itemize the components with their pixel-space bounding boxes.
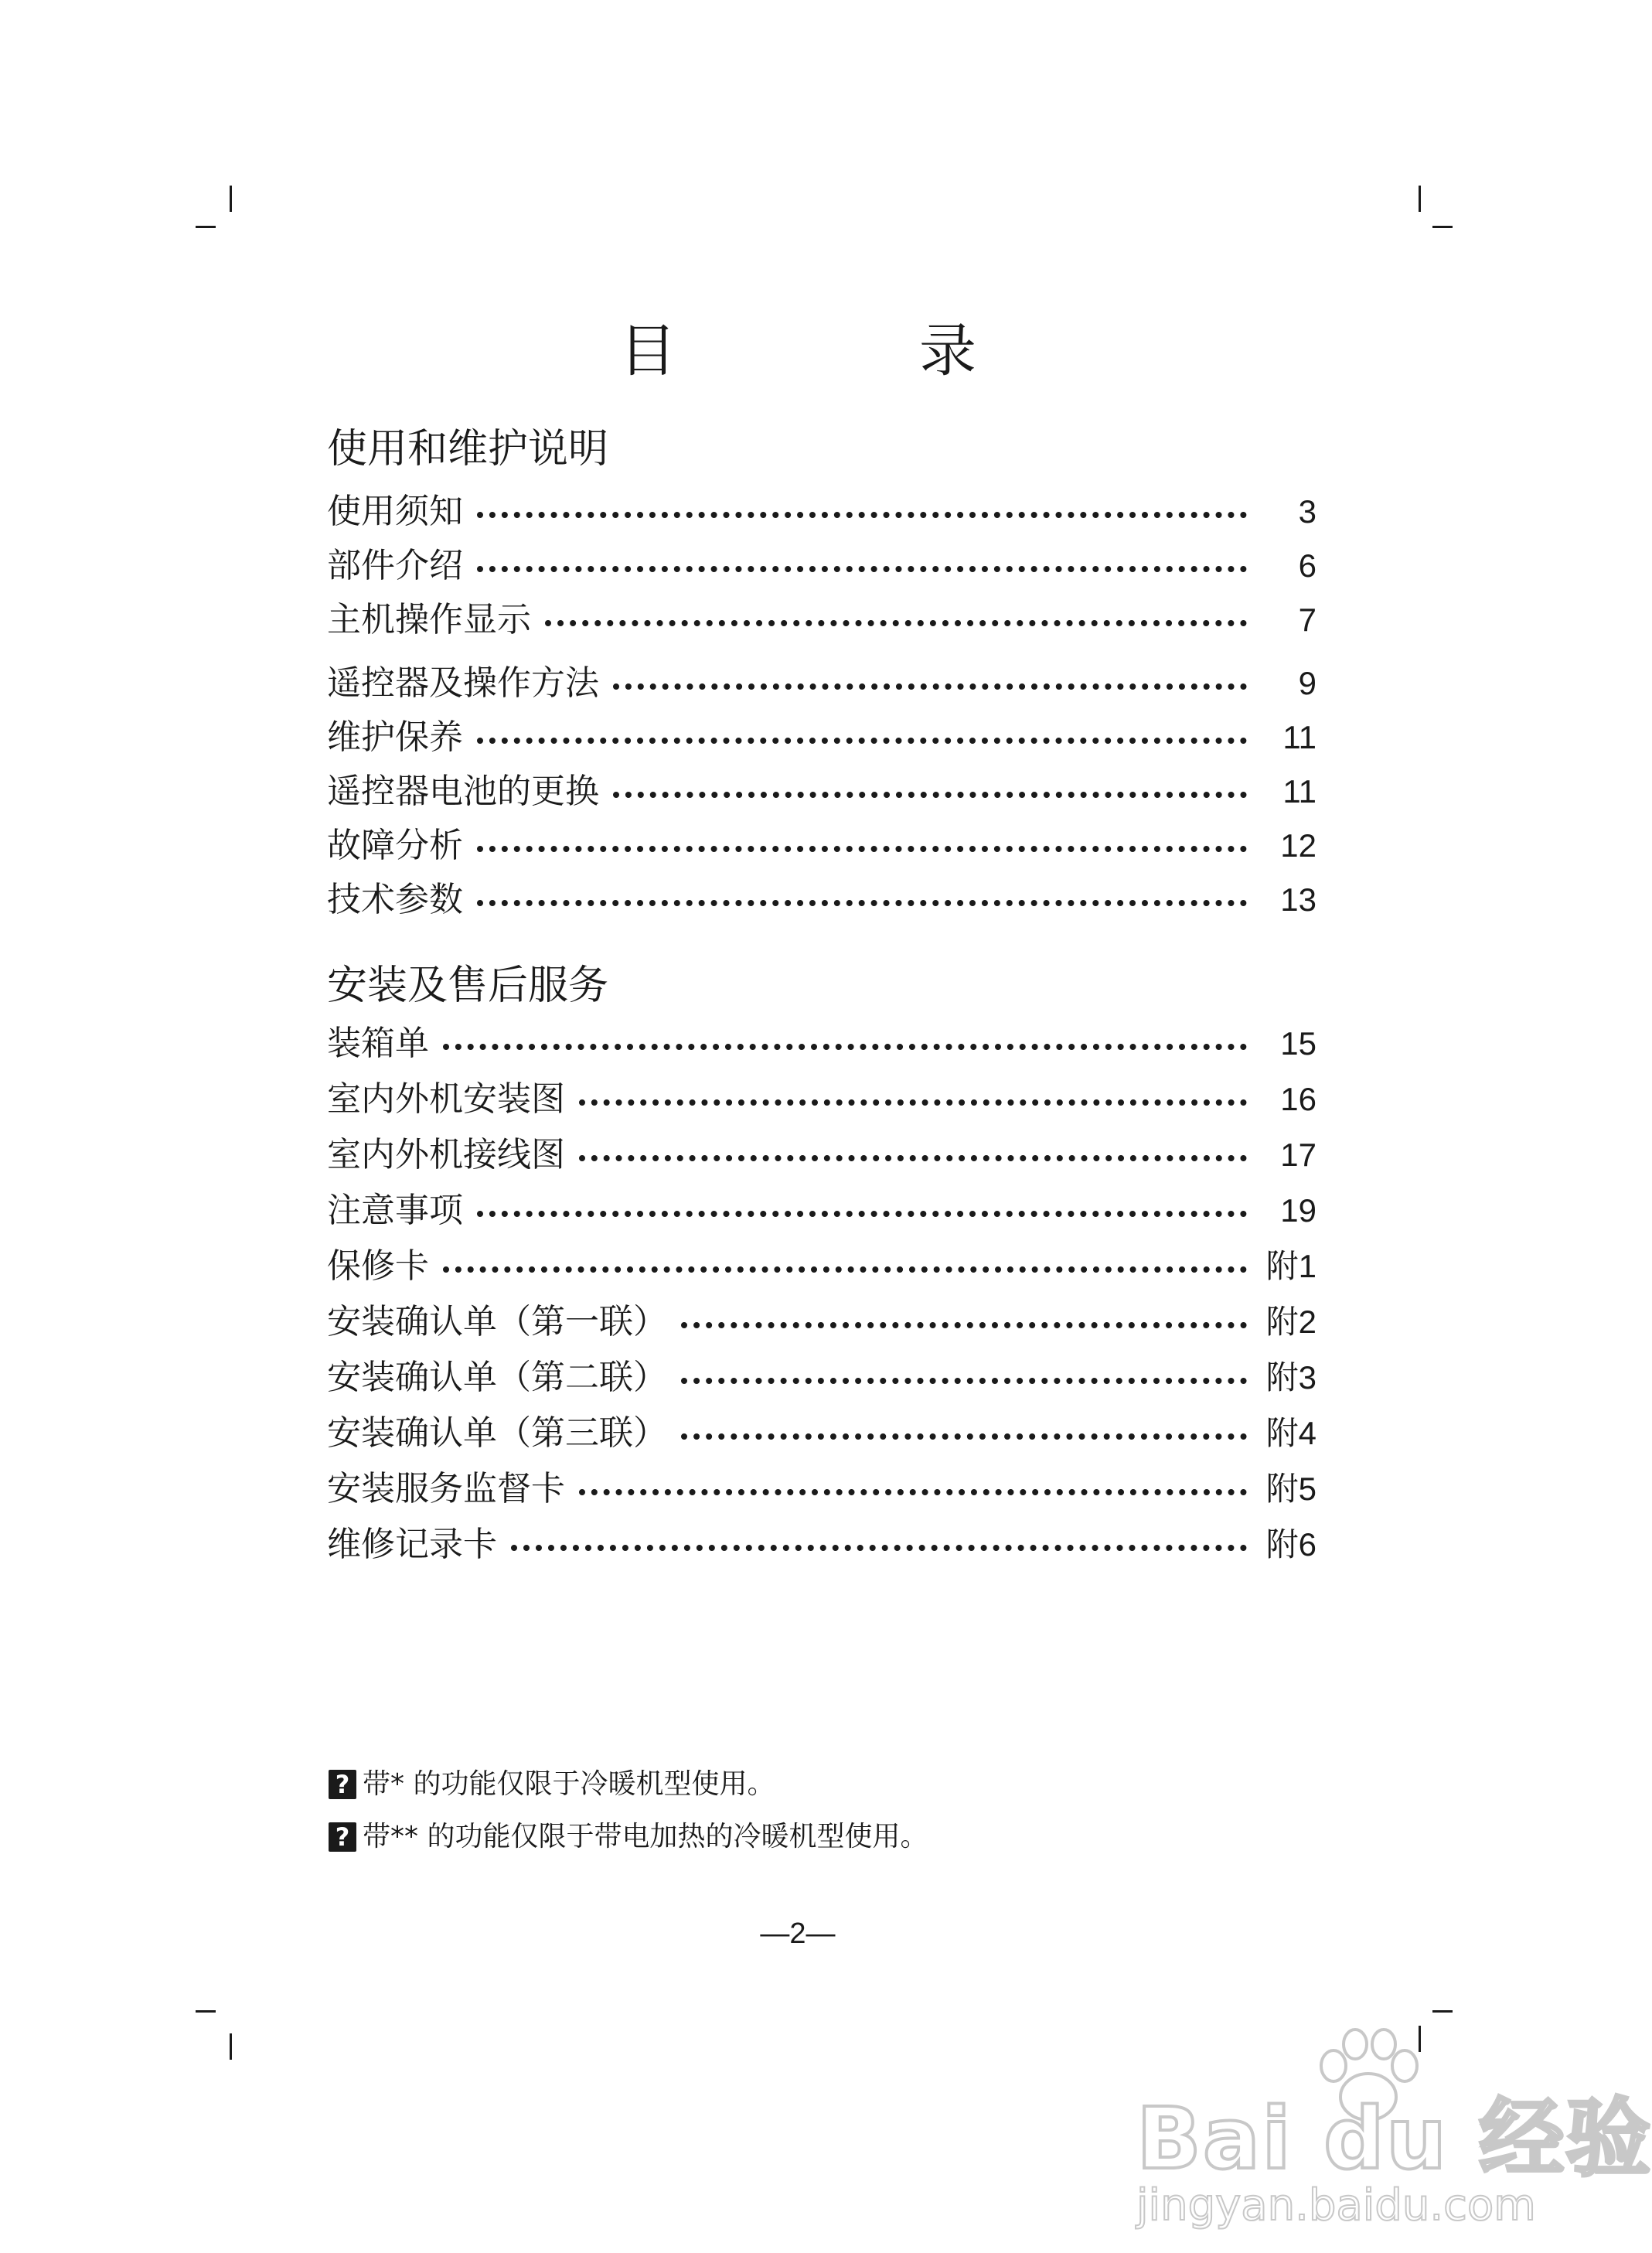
toc-item-label: 技术参数: [327, 877, 469, 923]
toc-row[interactable]: [327, 1076, 1316, 1123]
toc-item-label: 维修记录卡: [327, 1522, 503, 1568]
footnote: [329, 1818, 928, 1856]
crop-mark-top-left-vertical: [230, 186, 232, 212]
toc-row[interactable]: [327, 823, 1316, 869]
toc-row[interactable]: [327, 1021, 1316, 1067]
dot-leader: [511, 1545, 1247, 1551]
dot-leader: [681, 1433, 1247, 1440]
watermark-url: jingyan.baidu.com: [1136, 2180, 1536, 2231]
toc-item-label: 保修卡: [327, 1243, 435, 1290]
dot-leader: [613, 683, 1247, 690]
toc-row[interactable]: [327, 714, 1316, 761]
toc-page-number: 6: [1298, 547, 1316, 584]
toc-page-number: 附6: [1265, 1526, 1316, 1563]
toc-page-number: 附1: [1265, 1248, 1316, 1284]
toc-row[interactable]: [327, 1299, 1316, 1345]
footnote-text: 带* 的功能仅限于冷暖机型使用。: [363, 1768, 775, 1800]
toc-item-label: 室内外机安装图: [327, 1076, 571, 1123]
dot-leader: [579, 1489, 1247, 1495]
toc-row[interactable]: [327, 1522, 1316, 1568]
toc-item-label: 装箱单: [327, 1021, 435, 1067]
toc-row[interactable]: [327, 1410, 1316, 1457]
dot-leader: [477, 900, 1247, 906]
toc-item-label: 安装确认单（第三联）: [327, 1410, 673, 1457]
toc-item-label: 遥控器及操作方法: [327, 660, 605, 707]
toc-page-number: 附4: [1265, 1415, 1316, 1451]
toc-page-number: 9: [1298, 665, 1316, 701]
page-number: —2—: [760, 1917, 836, 1950]
toc-row[interactable]: [327, 1355, 1316, 1401]
toc-page-number: 7: [1298, 602, 1316, 638]
toc-item-label: 安装确认单（第二联）: [327, 1355, 673, 1401]
toc-item-label: 安装确认单（第一联）: [327, 1299, 673, 1345]
baidu-jingyan-watermark: [1113, 2026, 1652, 2242]
crop-mark-top-right-horizontal: [1432, 226, 1453, 228]
crop-mark-bottom-right-horizontal: [1432, 2010, 1453, 2013]
crop-mark-bottom-left-horizontal: [196, 2010, 216, 2013]
toc-item-label: 故障分析: [327, 823, 469, 869]
crop-mark-bottom-left-vertical: [230, 2033, 232, 2060]
toc-page-number: 附2: [1265, 1304, 1316, 1340]
toc-row[interactable]: [327, 1188, 1316, 1234]
toc-item-label: 安装服务监督卡: [327, 1466, 571, 1512]
toc-row[interactable]: [327, 1243, 1316, 1290]
footnote: [329, 1766, 775, 1803]
toc-item-label: 室内外机接线图: [327, 1132, 571, 1178]
dot-leader: [579, 1099, 1247, 1106]
toc-item-label: 使用须知: [327, 489, 469, 535]
toc-row[interactable]: [327, 543, 1316, 589]
dot-leader: [681, 1322, 1247, 1328]
toc-page-number: 11: [1282, 773, 1316, 810]
crop-mark-top-left-horizontal: [196, 226, 216, 228]
toc-page-number: 15: [1280, 1025, 1316, 1062]
dot-leader: [477, 512, 1247, 518]
toc-page-number: 11: [1282, 719, 1316, 755]
dot-leader: [681, 1378, 1247, 1384]
toc-row[interactable]: [327, 877, 1316, 923]
toc-item-label: 注意事项: [327, 1188, 469, 1234]
dot-leader: [443, 1044, 1247, 1050]
toc-item-label: 维护保养: [327, 714, 469, 761]
dot-leader: [477, 738, 1247, 744]
toc-item-label: 主机操作显示: [327, 597, 537, 643]
toc-row[interactable]: [327, 1466, 1316, 1512]
toc-page-number: 16: [1280, 1081, 1316, 1117]
toc-page-number: 附3: [1265, 1359, 1316, 1396]
toc-row[interactable]: [327, 769, 1316, 815]
dot-leader: [477, 846, 1247, 852]
toc-page-number: 19: [1280, 1192, 1316, 1229]
footnote-text: 带** 的功能仅限于带电加热的冷暖机型使用。: [363, 1821, 928, 1853]
toc-page-number: 13: [1280, 881, 1316, 918]
dot-leader: [477, 1211, 1247, 1217]
dot-leader: [545, 620, 1247, 626]
question-mark-icon: ?: [329, 1770, 356, 1799]
section-heading-usage: 使用和维护说明: [327, 426, 609, 472]
toc-page-number: 12: [1280, 827, 1316, 864]
toc-row[interactable]: [327, 489, 1316, 535]
dot-leader: [613, 792, 1247, 798]
crop-mark-top-right-vertical: [1419, 186, 1421, 212]
toc-item-label: 遥控器电池的更换: [327, 769, 605, 815]
watermark-brand: Bai du 经验: [1136, 2089, 1652, 2188]
dot-leader: [579, 1155, 1247, 1161]
dot-leader: [477, 566, 1247, 572]
dot-leader: [443, 1266, 1247, 1273]
toc-row[interactable]: [327, 660, 1316, 707]
toc-row[interactable]: [327, 597, 1316, 643]
section-heading-installation: 安装及售后服务: [327, 963, 609, 1009]
question-mark-icon: ?: [329, 1822, 356, 1852]
toc-row[interactable]: [327, 1132, 1316, 1178]
toc-page-number: 17: [1280, 1137, 1316, 1173]
toc-page-number: 3: [1298, 493, 1316, 530]
toc-page-number: 附5: [1265, 1471, 1316, 1507]
toc-item-label: 部件介绍: [327, 543, 469, 589]
page-title: 目 录: [619, 318, 1069, 384]
